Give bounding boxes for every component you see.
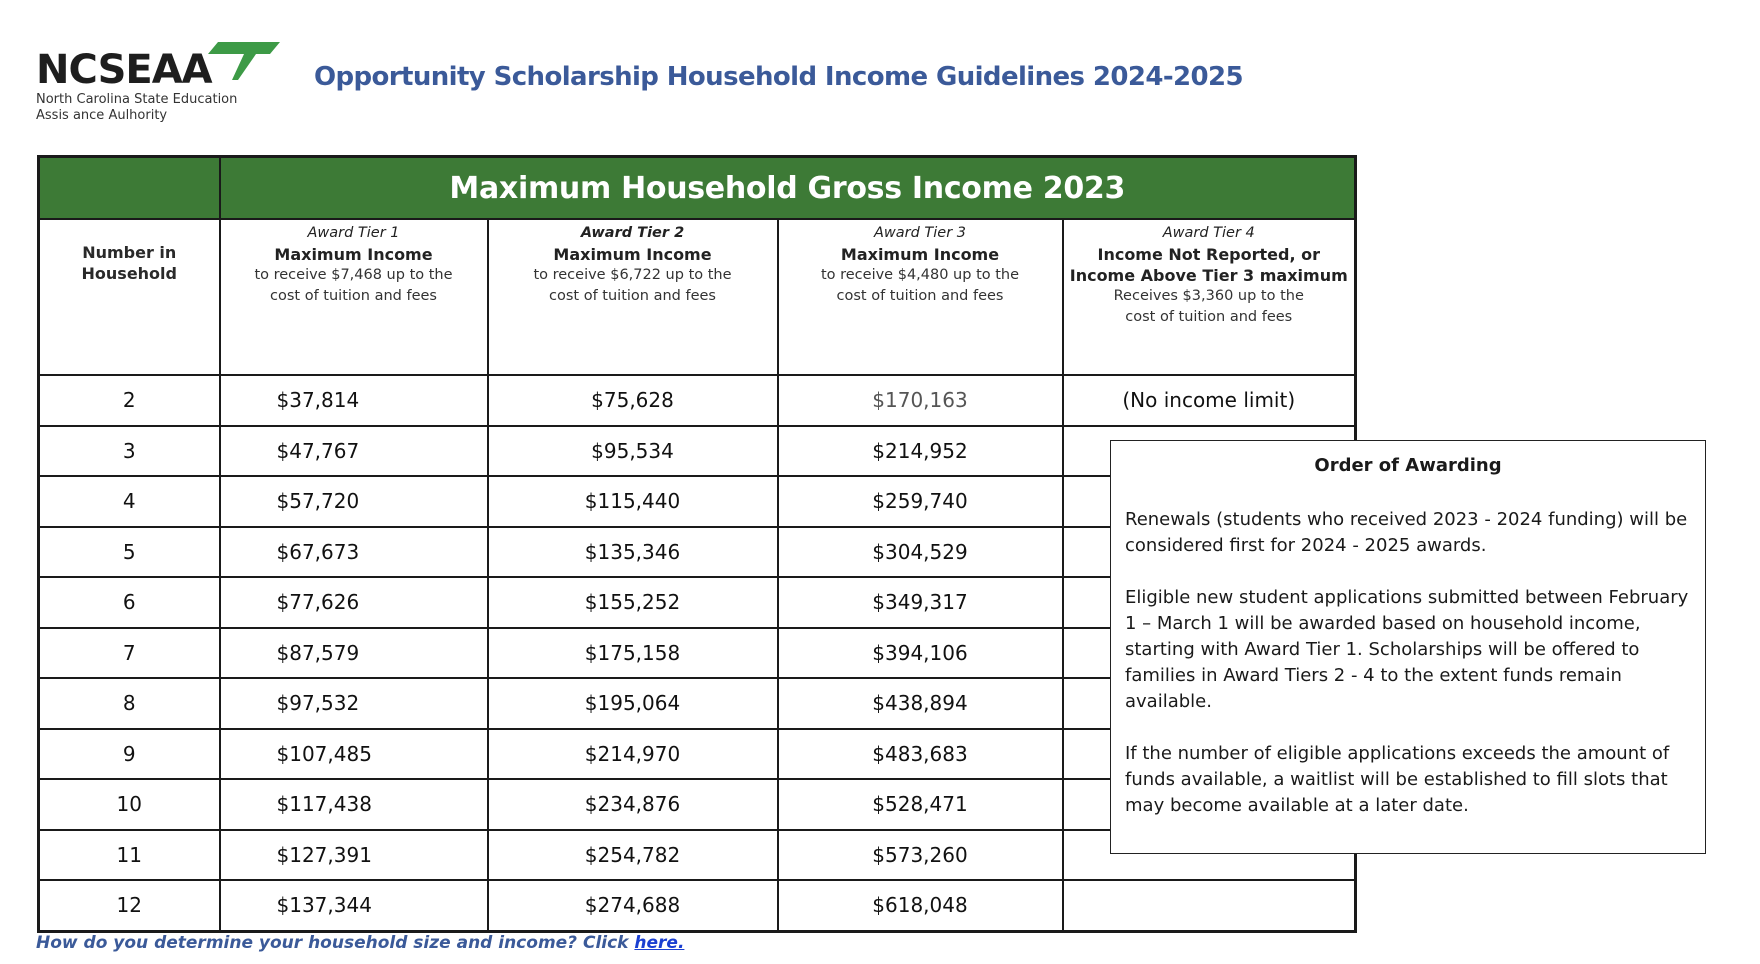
logo-subtitle <box>36 92 237 124</box>
tier1-income-cell: $47,767 <box>220 426 488 477</box>
help-here-link[interactable]: here. <box>634 933 685 953</box>
tier2-heading: Maximum Income <box>553 245 712 264</box>
order-paragraph-renewals: Renewals (students who received 2023 - 2024 funding) will be considered first for 2024 - 2025 awards. <box>1125 509 1688 556</box>
household-column-header <box>39 219 220 375</box>
tier1-income-cell: $87,579 <box>220 628 488 679</box>
household-size-cell: 3 <box>39 426 220 477</box>
household-size-cell: 7 <box>39 628 220 679</box>
tier3-desc-line2: cost of tuition and fees <box>836 288 1004 304</box>
tier4-desc-line1: Receives $3,360 up to the <box>1113 288 1304 304</box>
tier2-income-cell: $115,440 <box>488 476 778 527</box>
tier1-heading: Maximum Income <box>274 245 433 264</box>
tier2-income-cell: $75,628 <box>488 375 778 426</box>
household-size-cell: 10 <box>39 779 220 830</box>
tier1-income-cell: $77,626 <box>220 577 488 628</box>
household-size-help-note <box>36 933 684 953</box>
tier3-income-cell: $438,894 <box>778 678 1063 729</box>
tier2-income-cell: $234,876 <box>488 779 778 830</box>
tier3-income-cell: $394,106 <box>778 628 1063 679</box>
tier3-income-cell: $573,260 <box>778 830 1063 881</box>
tier4-income-cell: (No income limit) <box>1063 375 1356 426</box>
ncseaa-logo <box>36 36 256 126</box>
tier3-heading: Maximum Income <box>840 245 1000 264</box>
tier1-column-header <box>220 219 488 375</box>
table-corner-cell <box>39 157 220 220</box>
household-size-cell: 12 <box>39 880 220 931</box>
household-size-cell: 6 <box>39 577 220 628</box>
tier1-income-cell: $37,814 <box>220 375 488 426</box>
tier2-income-cell: $254,782 <box>488 830 778 881</box>
tier4-heading-line2: Income Above Tier 3 maximum <box>1069 266 1348 285</box>
tier2-name: Award Tier 2 <box>580 225 685 241</box>
tier2-income-cell: $95,534 <box>488 426 778 477</box>
tier3-income-cell: $170,163 <box>778 375 1063 426</box>
household-size-cell: 2 <box>39 375 220 426</box>
tier4-desc-line2: cost of tuition and fees <box>1125 309 1293 325</box>
household-header-line1: Number in <box>82 243 177 262</box>
tier1-income-cell: $127,391 <box>220 830 488 881</box>
table-main-heading: Maximum Household Gross Income 2023 <box>220 157 1356 220</box>
tier1-income-cell: $107,485 <box>220 729 488 780</box>
tier3-name: Award Tier 3 <box>873 225 967 241</box>
table-row <box>39 880 1356 931</box>
table-header-row <box>39 219 1356 375</box>
household-size-cell: 5 <box>39 527 220 578</box>
tier2-income-cell: $274,688 <box>488 880 778 931</box>
tier2-desc-line2: cost of tuition and fees <box>549 288 716 304</box>
tier3-income-cell: $483,683 <box>778 729 1063 780</box>
tier3-income-cell: $259,740 <box>778 476 1063 527</box>
tier2-income-cell: $195,064 <box>488 678 778 729</box>
tier1-income-cell: $57,720 <box>220 476 488 527</box>
tier2-column-header <box>488 219 778 375</box>
order-paragraph-new-applications: Eligible new student applications submitted between February 1 – March 1 will be awarded based on household income, starting with Award Tier 1. Scholarships will be offered to families in Award Tiers 2 - 4 to the extent funds remain available. <box>1125 587 1689 712</box>
household-size-cell: 9 <box>39 729 220 780</box>
tier3-income-cell: $528,471 <box>778 779 1063 830</box>
tier1-income-cell: $97,532 <box>220 678 488 729</box>
tier3-desc-line1: to receive $4,480 up to the <box>820 267 1020 283</box>
tier1-income-cell: $117,438 <box>220 779 488 830</box>
tier2-income-cell: $175,158 <box>488 628 778 679</box>
tier2-desc-line1: to receive $6,722 up to the <box>533 267 732 283</box>
page-title: Opportunity Scholarship Household Income Guidelines 2024-2025 <box>314 62 1243 92</box>
household-size-cell: 8 <box>39 678 220 729</box>
tier2-income-cell: $155,252 <box>488 577 778 628</box>
order-paragraph-waitlist: If the number of eligible applications exceeds the amount of funds available, a waitlist will be established to fill slots that may become available at a later date. <box>1125 743 1670 816</box>
tier1-desc-line2: cost of tuition and fees <box>270 288 437 304</box>
table-row <box>39 375 1356 426</box>
order-of-awarding-box <box>1110 440 1706 854</box>
tier3-column-header <box>778 219 1063 375</box>
table-title-row <box>39 157 1356 220</box>
tier1-income-cell: $137,344 <box>220 880 488 931</box>
household-size-cell: 11 <box>39 830 220 881</box>
logo-subtitle-line1: North Carolina State Education <box>36 92 238 107</box>
tier2-income-cell: $135,346 <box>488 527 778 578</box>
tier4-column-header <box>1063 219 1356 375</box>
tier4-name: Award Tier 4 <box>1162 225 1255 241</box>
tier3-income-cell: $214,952 <box>778 426 1063 477</box>
tier4-income-cell <box>1063 880 1356 931</box>
household-header-line2: Household <box>81 264 177 283</box>
order-of-awarding-title: Order of Awarding <box>1314 455 1502 476</box>
tier3-income-cell: $304,529 <box>778 527 1063 578</box>
tier4-heading-line1: Income Not Reported, or <box>1097 245 1320 264</box>
tier3-income-cell: $618,048 <box>778 880 1063 931</box>
logo-wordmark: NCSEAA <box>36 47 212 93</box>
tier1-name: Award Tier 1 <box>307 225 400 241</box>
tier1-income-cell: $67,673 <box>220 527 488 578</box>
help-question-text: How do you determine your household size and income? Click <box>36 933 635 953</box>
logo-subtitle-line2: Assis ance Aulhority <box>36 108 168 123</box>
tier2-income-cell: $214,970 <box>488 729 778 780</box>
household-size-cell: 4 <box>39 476 220 527</box>
tier3-income-cell: $349,317 <box>778 577 1063 628</box>
tier1-desc-line1: to receive $7,468 up to the <box>254 267 453 283</box>
